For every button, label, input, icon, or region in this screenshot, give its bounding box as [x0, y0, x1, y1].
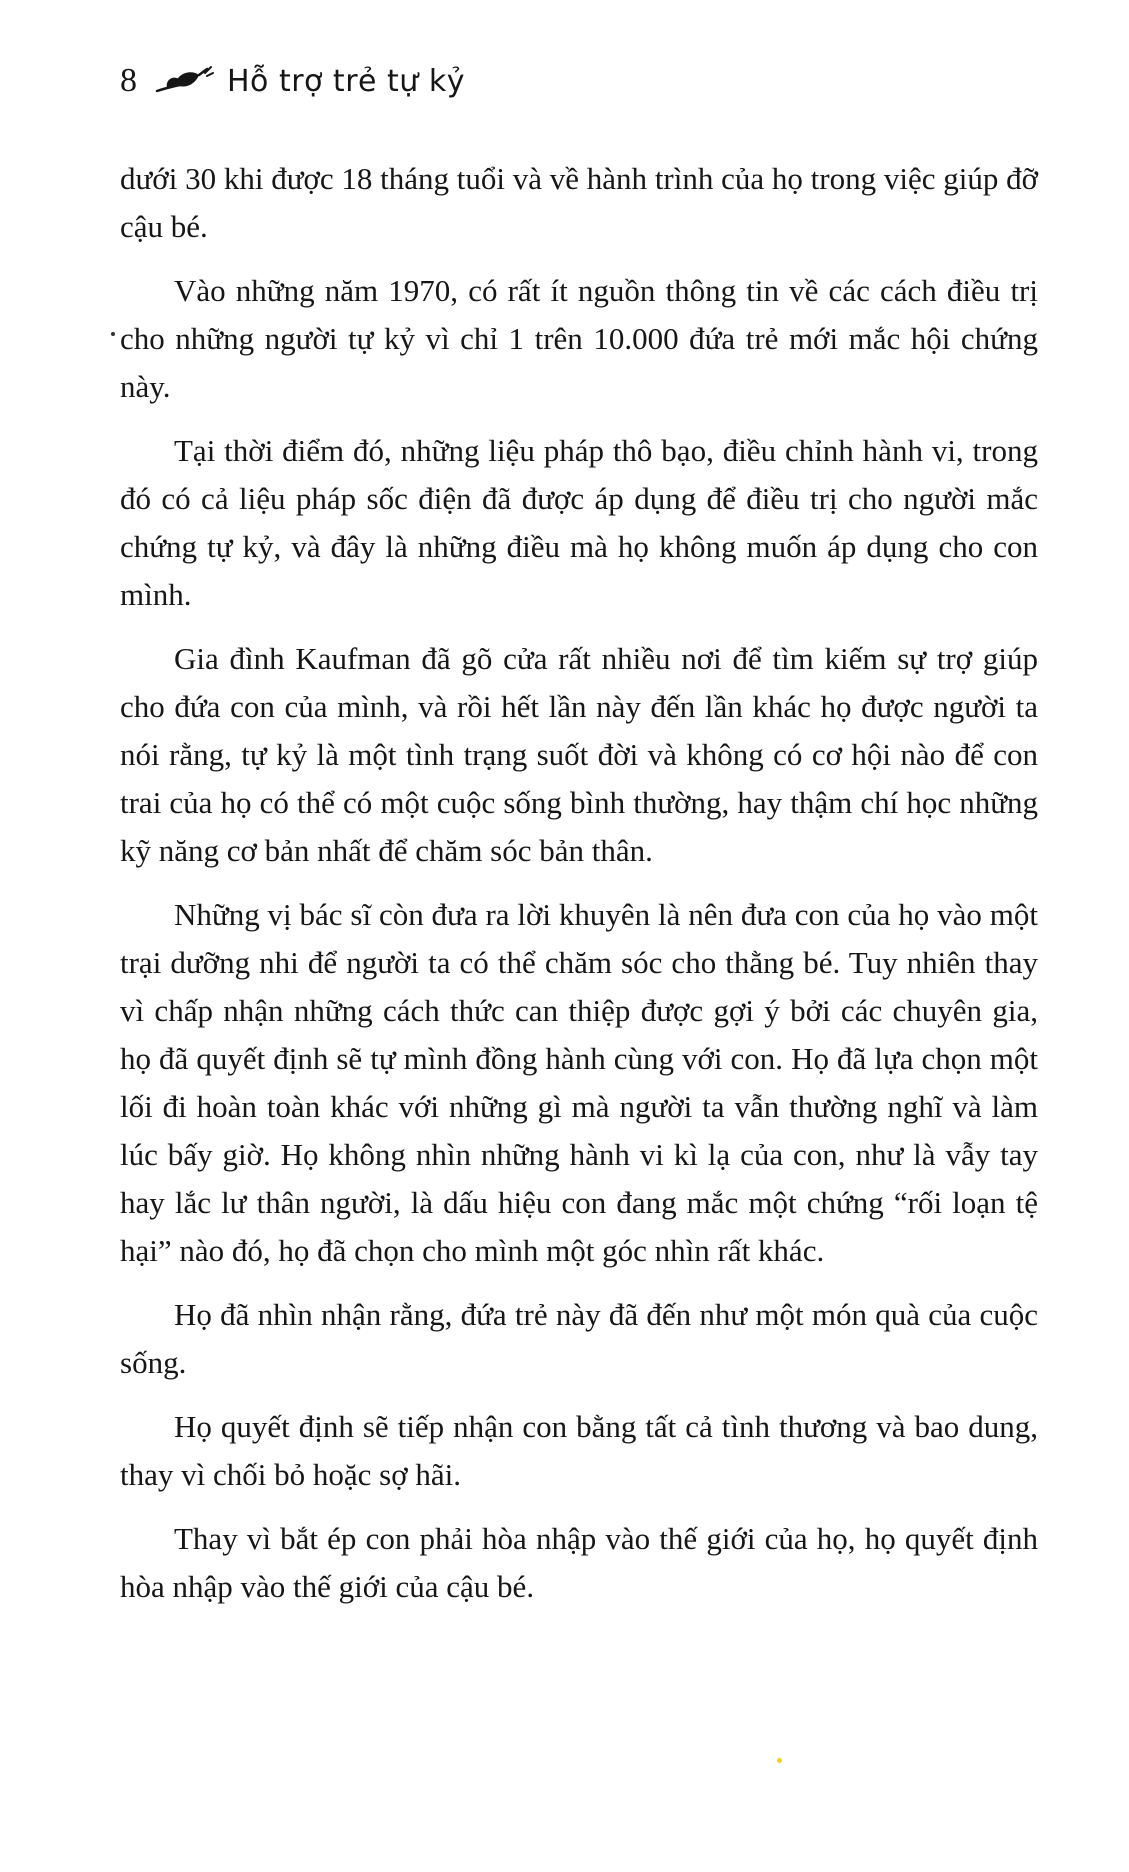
- paragraph: Tại thời điểm đó, những liệu pháp thô bạo, điều chỉnh hành vi, trong đó có cả liệu pháp sốc điện đã được áp dụng để điều trị cho người mắc chứng tự kỷ, và đây là những điều mà họ không muốn áp dụng cho con mình.: [120, 433, 1038, 612]
- leaf-sprig-icon: [155, 63, 215, 99]
- page-header: [120, 58, 465, 104]
- page-number: 8: [120, 62, 137, 99]
- paragraph: Vào những năm 1970, có rất ít nguồn thông tin về các cách điều trị cho những người tự kỷ vì chỉ 1 trên 10.000 đứa trẻ mới mắc hội chứng này.: [120, 273, 1038, 404]
- paragraph: Gia đình Kaufman đã gõ cửa rất nhiều nơi để tìm kiếm sự trợ giúp cho đứa con của mình, và rồi hết lần này đến lần khác họ được người ta nói rằng, tự kỷ là một tình trạng suốt đời và không có cơ hội nào để con trai của họ có thể có một cuộc sống bình thường, hay thậm chí học những kỹ năng cơ bản nhất để chăm sóc bản thân.: [120, 641, 1038, 868]
- paragraph: Thay vì bắt ép con phải hòa nhập vào thế giới của họ, họ quyết định hòa nhập vào thế giới của cậu bé.: [120, 1521, 1038, 1604]
- paragraph: Họ đã nhìn nhận rằng, đứa trẻ này đã đến như một món quà của cuộc sống.: [120, 1297, 1038, 1380]
- stray-ink-mark: [111, 332, 115, 336]
- running-title: Hỗ trợ trẻ tự kỷ: [227, 63, 465, 99]
- paragraph: dưới 30 khi được 18 tháng tuổi và về hành trình của họ trong việc giúp đỡ cậu bé.: [120, 161, 1038, 244]
- yellow-speck: [777, 1758, 782, 1763]
- paragraph: Họ quyết định sẽ tiếp nhận con bằng tất cả tình thương và bao dung, thay vì chối bỏ hoặc sợ hãi.: [120, 1409, 1038, 1492]
- paragraph: Những vị bác sĩ còn đưa ra lời khuyên là nên đưa con của họ vào một trại dưỡng nhi để người ta có thể chăm sóc cho thằng bé. Tuy nhiên thay vì chấp nhận những cách thức can thiệp được gợi ý bởi các chuyên gia, họ đã quyết định sẽ tự mình đồng hành cùng với con. Họ đã lựa chọn một lối đi hoàn toàn khác với những gì mà người ta vẫn thường nghĩ và làm lúc bấy giờ. Họ không nhìn những hành vi kì lạ của con, như là vẫy tay hay lắc lư thân người, là dấu hiệu con đang mắc một chứng “rối loạn tệ hại” nào đó, họ đã chọn cho mình một góc nhìn rất khác.: [120, 897, 1038, 1268]
- body-text: [120, 155, 1038, 1627]
